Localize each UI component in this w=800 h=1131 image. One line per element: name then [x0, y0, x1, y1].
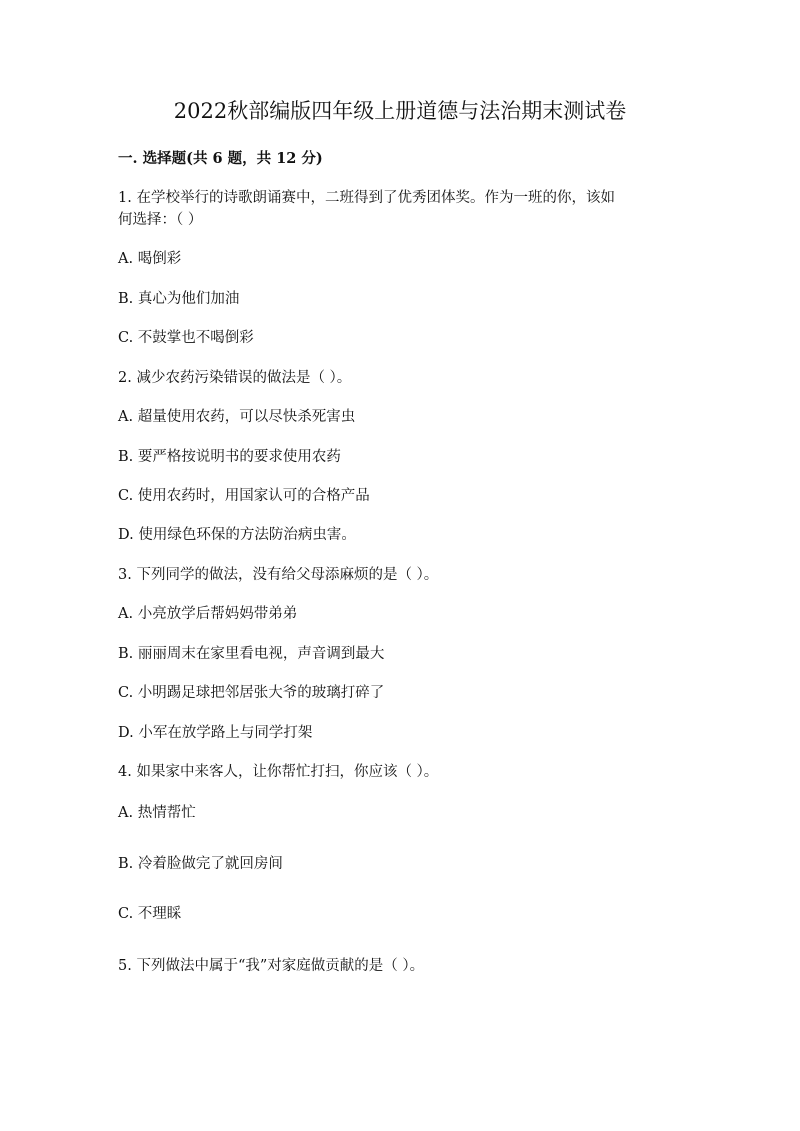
- question-2-option-b: B. 要严格按说明书的要求使用农药: [118, 449, 341, 465]
- question-3-stem: 3. 下列同学的做法，没有给父母添麻烦的是（ ）。: [118, 567, 439, 583]
- question-3-option-c: C. 小明踢足球把邻居张大爷的玻璃打碎了: [118, 685, 385, 701]
- question-4-option-a: A. 热情帮忙: [118, 805, 196, 821]
- question-1-option-c: C. 不鼓掌也不喝倒彩: [118, 330, 254, 346]
- question-1-stem-line-1: 1. 在学校举行的诗歌朗诵赛中，二班得到了优秀团体奖。作为一班的你，该如: [118, 190, 615, 206]
- question-2-option-c: C. 使用农药时，用国家认可的合格产品: [118, 488, 370, 504]
- question-4-option-c: C. 不理睬: [118, 906, 182, 922]
- question-2-option-d: D. 使用绿色环保的方法防治病虫害。: [118, 527, 356, 543]
- question-2-stem: 2. 减少农药污染错误的做法是（ ）。: [118, 370, 352, 386]
- question-2-option-a: A. 超量使用农药，可以尽快杀死害虫: [118, 409, 356, 425]
- section-heading: 一. 选择题(共 6 题，共 12 分): [118, 150, 323, 167]
- question-3-option-d: D. 小军在放学路上与同学打架: [118, 725, 313, 741]
- question-1-option-b: B. 真心为他们加油: [118, 291, 240, 307]
- question-4-stem: 4. 如果家中来客人，让你帮忙打扫，你应该（ ）。: [118, 764, 439, 780]
- question-1-stem-line-2: 何选择：（ ）: [118, 212, 203, 228]
- question-4-option-b: B. 冷着脸做完了就回房间: [118, 856, 283, 872]
- page-title: 2022秋部编版四年级上册道德与法治期末测试卷: [173, 99, 627, 123]
- question-1-option-a: A. 喝倒彩: [118, 251, 182, 267]
- question-3-option-a: A. 小亮放学后帮妈妈带弟弟: [118, 606, 298, 622]
- question-3-option-b: B. 丽丽周末在家里看电视，声音调到最大: [118, 646, 385, 662]
- question-5-stem: 5. 下列做法中属于“我”对家庭做贡献的是（ ）。: [118, 958, 425, 974]
